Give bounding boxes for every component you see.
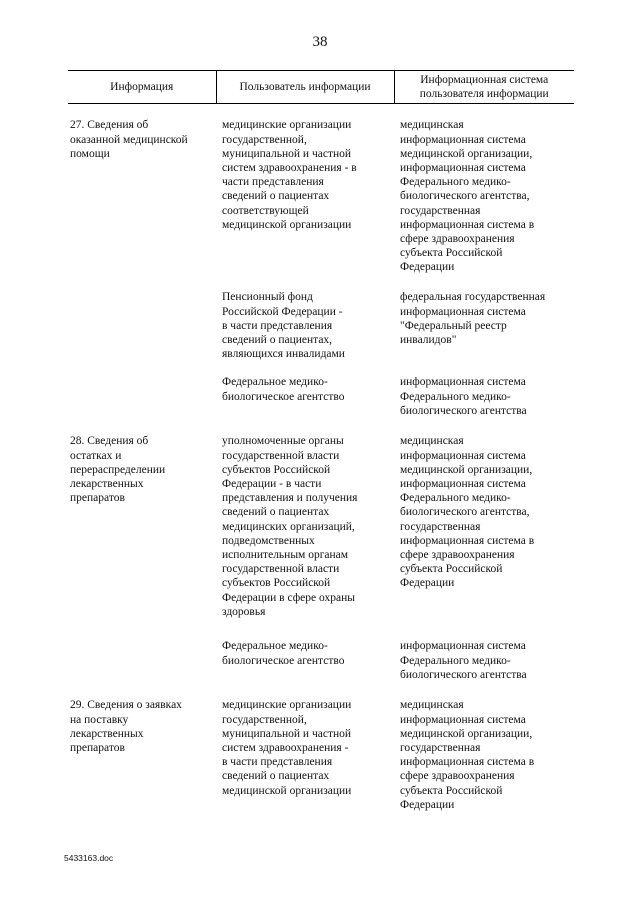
table-row bbox=[68, 434, 574, 639]
info-cell: 27. Сведения об оказанной медицинской помощи bbox=[70, 119, 188, 160]
system-cell: медицинская информационная система медицинской организации, информационная система Федерального медико- биологического агентства, государственная информационная система в сфере здравоохранения субъекта Российской Федерации bbox=[400, 119, 535, 274]
page-number: 38 bbox=[312, 34, 328, 50]
header-system: Информационная система пользователя информации bbox=[394, 71, 574, 104]
user-cell: медицинские организации государственной, муниципальной и частной систем здравоохранения - в части представления сведений о пациентах медицинской организации bbox=[222, 699, 352, 797]
document-filename: 5433163.doc bbox=[64, 853, 114, 863]
info-cell: 28. Сведения об остатках и перераспределении лекарственных препаратов bbox=[70, 435, 166, 505]
user-cell: Федеральное медико- биологическое агентство bbox=[222, 376, 345, 403]
system-cell: информационная система Федерального медико- биологического агентства bbox=[400, 376, 527, 417]
system-cell: информационная система Федерального медико- биологического агентства bbox=[400, 640, 527, 681]
information-table bbox=[68, 70, 574, 812]
header-information: Информация bbox=[68, 71, 216, 104]
table-row bbox=[68, 698, 574, 812]
table-header-row bbox=[68, 71, 574, 104]
system-cell: медицинская информационная система медицинской организации, государственная информационная система в сфере здравоохранения субъекта Российской Федерации bbox=[400, 699, 535, 811]
info-cell: 29. Сведения о заявках на поставку лекарственных препаратов bbox=[70, 699, 182, 755]
user-cell: медицинские организации государственной, муниципальной и частной систем здравоохранения - в части представления сведений о пациентах соответствующей медицинской организации bbox=[222, 119, 357, 231]
table-row bbox=[68, 118, 574, 290]
user-cell: Пенсионный фонд Российской Федерации - в части представления сведений о пациентах, являющихся инвалидами bbox=[222, 291, 345, 361]
header-user: Пользователь информации bbox=[216, 71, 394, 104]
user-cell: уполномоченные органы государственной власти субъектов Российской Федерации - в части представления и получения сведений о пациентах медицинских организаций, подведомственных исполнительным органам государственной власти субъектов Российской Федерации в сфере охраны здоровья bbox=[222, 435, 358, 618]
system-cell: федеральная государственная информационная система "Федеральный реестр инвалидов" bbox=[400, 291, 546, 347]
system-cell: медицинская информационная система медицинской организации, информационная система Федерального медико- биологического агентства, государственная информационная система в сфере здравоохранения субъекта Российской Федерации bbox=[400, 435, 535, 590]
user-cell: Федеральное медико- биологическое агентство bbox=[222, 640, 345, 667]
